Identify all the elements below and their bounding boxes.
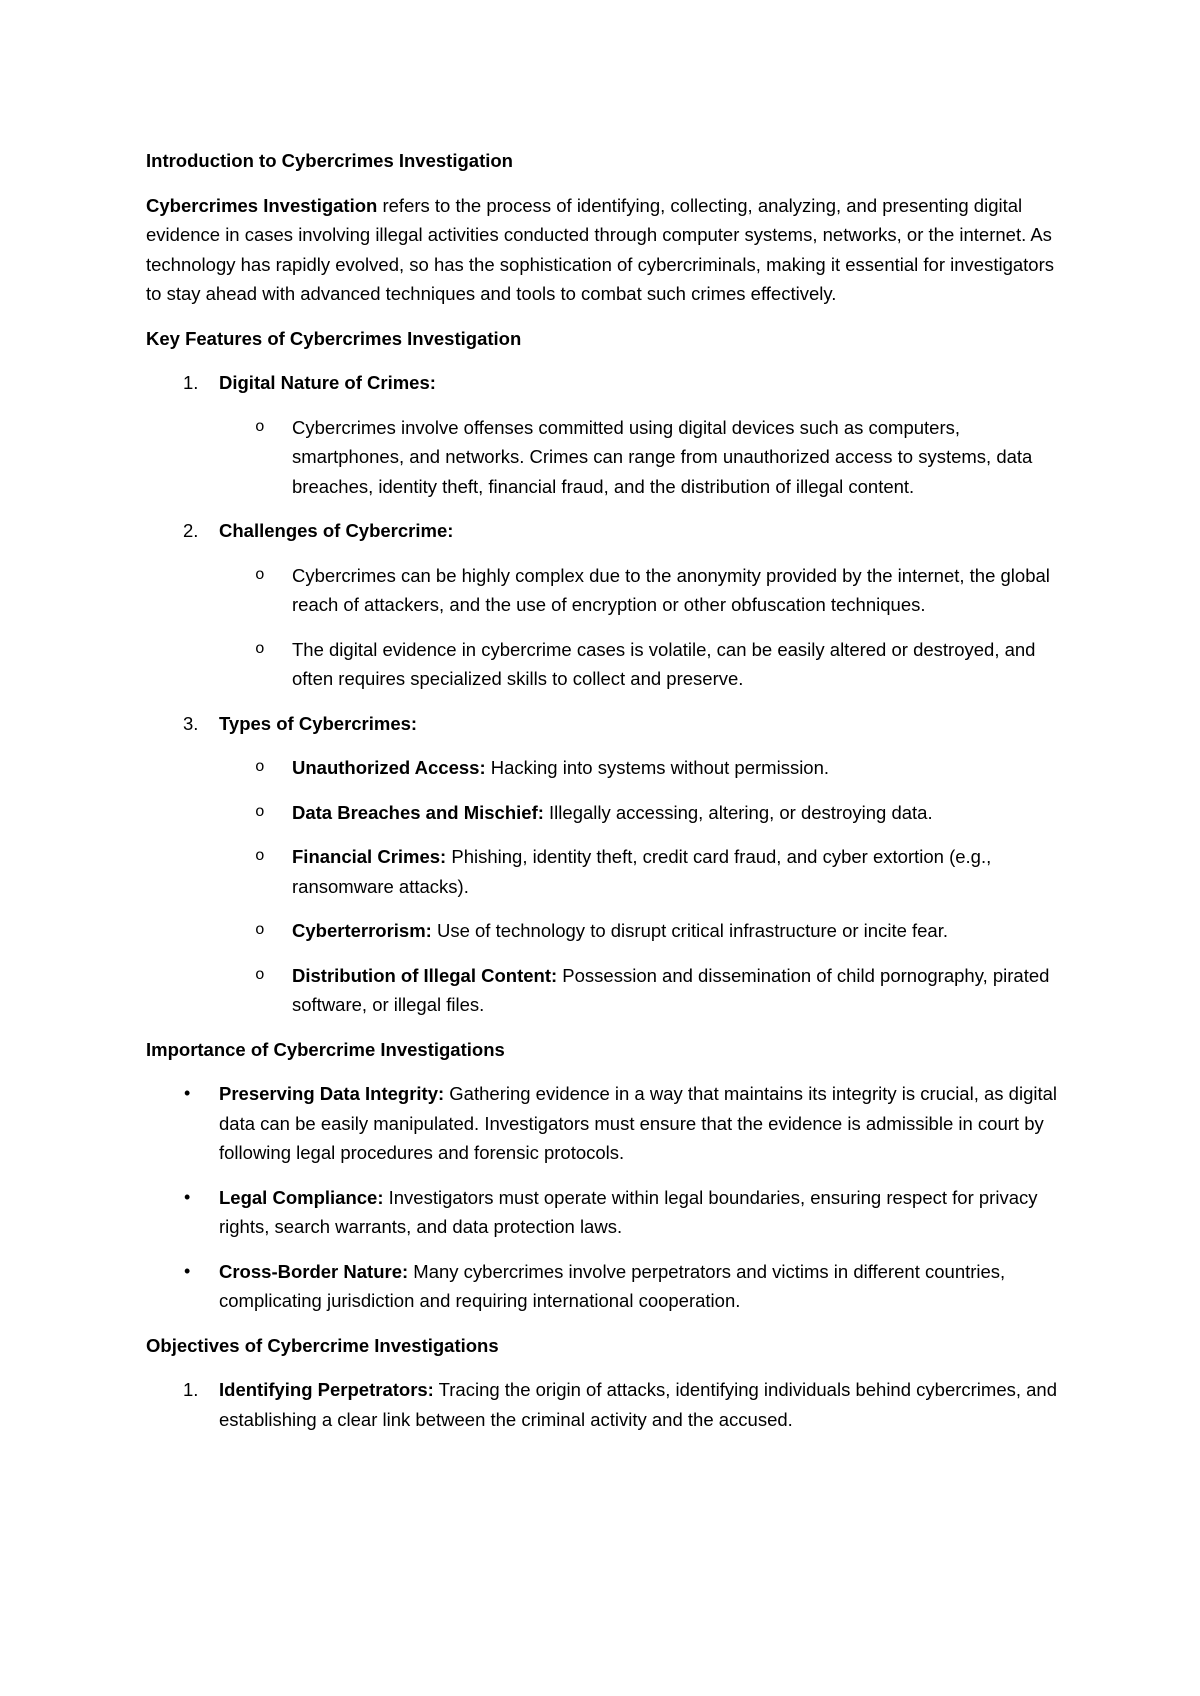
intro-paragraph: [146, 191, 1066, 309]
sub-item-term: Financial Crimes:: [292, 846, 447, 867]
list-number: 1.: [183, 1379, 199, 1400]
document-page: [146, 146, 1066, 1449]
sub-item-text: Cybercrimes can be highly complex due to the anonymity provided by the internet, the global reach of attackers, and the use of encryption or other obfuscation techniques.: [292, 564, 1050, 615]
bullet-list-item: [146, 1183, 1066, 1242]
numbered-item: [146, 516, 1066, 546]
bullet-item-text: Investigators must operate within legal boundaries, ensuring respect for privacy rights, search warrants, and data protection laws.: [219, 1186, 1038, 1237]
numbered-item: [146, 368, 1066, 398]
bullet-item-text: Gathering evidence in a way that maintains its integrity is crucial, as digital data can be easily manipulated. Investigators must ensure that the evidence is admissible in court by following legal procedures and forensic protocols.: [219, 1083, 1058, 1163]
sub-list: [146, 753, 1066, 1020]
sub-list-item: [146, 961, 1066, 1020]
sub-item-term: Data Breaches and Mischief:: [292, 801, 544, 823]
sub-item-term: Unauthorized Access:: [292, 757, 486, 778]
circle-bullet-icon: o: [255, 639, 265, 658]
intro-heading: Introduction to Cybercrimes Investigation: [146, 150, 513, 171]
sub-item-text: Phishing, identity theft, credit card fraud, and cyber extortion (e.g., ransomware attacks).: [292, 846, 992, 897]
bullet-icon: •: [184, 1186, 191, 1207]
bullet-item-text: Many cybercrimes involve perpetrators and victims in different countries, complicating jurisdiction and requiring international cooperation.: [219, 1260, 1006, 1311]
sub-item-term: Distribution of Illegal Content:: [292, 964, 558, 986]
circle-bullet-icon: o: [255, 758, 265, 776]
bullet-item-term: Preserving Data Integrity:: [219, 1083, 445, 1104]
circle-bullet-icon: o: [255, 802, 265, 821]
bullet-icon: •: [184, 1260, 191, 1281]
numbered-item: [146, 1375, 1066, 1434]
list-item-title: Challenges of Cybercrime:: [219, 520, 454, 541]
sub-list-item: [146, 561, 1066, 620]
list-item-title: Identifying Perpetrators:: [219, 1379, 434, 1400]
circle-bullet-icon: o: [255, 965, 265, 984]
key-features-heading: Key Features of Cybercrimes Investigation: [146, 327, 522, 349]
bullet-item-term: Cross-Border Nature:: [219, 1260, 409, 1282]
sub-list-item: [146, 916, 1066, 946]
sub-item-text: Hacking into systems without permission.: [485, 757, 830, 778]
sub-item-text: Illegally accessing, altering, or destroying data.: [543, 801, 933, 823]
circle-bullet-icon: o: [255, 921, 265, 939]
sub-item-text: The digital evidence in cybercrime cases is volatile, can be easily altered or destroyed, and often requires specialized skills to collect and preserve.: [292, 638, 1036, 689]
list-number: 3.: [183, 712, 199, 734]
sub-item-term: Cyberterrorism:: [292, 920, 432, 941]
list-number: 1.: [183, 372, 199, 393]
bullet-list-item: [146, 1079, 1066, 1168]
sub-list: [146, 413, 1066, 502]
sub-list-item: [146, 635, 1066, 694]
intro-body-text: refers to the process of identifying, collecting, analyzing, and presenting digital evidence in cases involving illegal activities conducted through computer systems, networks, or the internet. As technology has rapidly evolved, so has the sophistication of cybercriminals, making it essential for investigators to stay ahead with advanced techniques and tools to combat such crimes effectively.: [146, 194, 1054, 304]
sub-item-text: Possession and dissemination of child pornography, pirated software, or illegal files.: [292, 964, 1050, 1015]
numbered-item: [146, 709, 1066, 739]
sub-list: [146, 561, 1066, 694]
intro-lead-term: Cybercrimes Investigation: [146, 194, 378, 216]
bullet-item-term: Legal Compliance:: [219, 1186, 384, 1208]
sub-list-item: [146, 413, 1066, 502]
circle-bullet-icon: o: [255, 565, 265, 584]
sub-item-text: Use of technology to disrupt critical infrastructure or incite fear.: [431, 920, 949, 941]
circle-bullet-icon: o: [255, 417, 265, 436]
list-item-text: Tracing the origin of attacks, identifying individuals behind cybercrimes, and establishing a clear link between the criminal activity and the accused.: [219, 1379, 1058, 1430]
list-item-title: Types of Cybercrimes:: [219, 712, 418, 734]
sub-list-item: [146, 753, 1066, 783]
bullet-icon: •: [184, 1083, 191, 1103]
list-item-title: Digital Nature of Crimes:: [219, 372, 436, 393]
circle-bullet-icon: o: [255, 847, 265, 865]
sub-list-item: [146, 842, 1066, 901]
sub-list-item: [146, 798, 1066, 828]
list-number: 2.: [183, 520, 199, 541]
bullet-list-item: [146, 1257, 1066, 1316]
importance-heading: Importance of Cybercrime Investigations: [146, 1038, 505, 1060]
objectives-heading: Objectives of Cybercrime Investigations: [146, 1334, 499, 1356]
sub-item-text: Cybercrimes involve offenses committed using digital devices such as computers, smartphones, and networks. Crimes can range from unauthorized access to systems, data breaches, identity theft, financial fraud, and the distribution of illegal content.: [292, 416, 1033, 497]
